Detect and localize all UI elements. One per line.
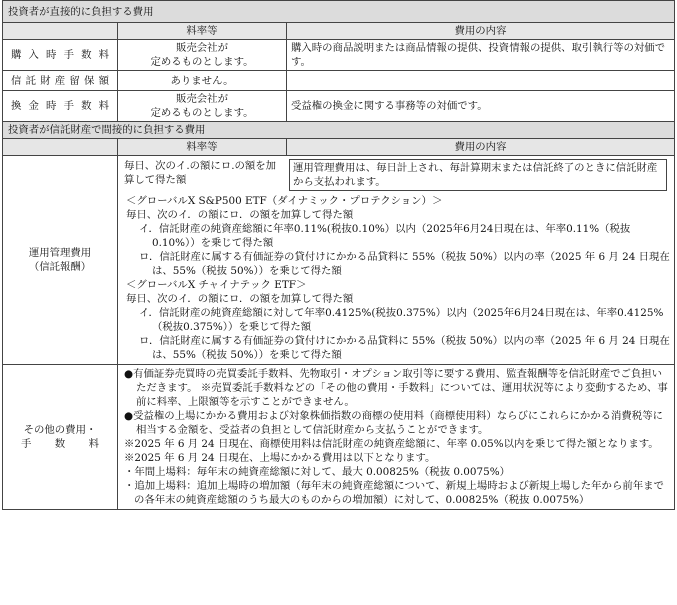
section-indirect-costs-header-row bbox=[3, 139, 675, 156]
header-content: 費用の内容 bbox=[287, 23, 675, 40]
other-fees-additional-listing: ・追加上場料：追加上場時の増加額（毎年末の純資産総額について、新規上場時および新規上場した年から前年までの各年末の純資産総額のうち最大のものからの増加額）に対して、0.00825%（税抜 0.0075%） bbox=[124, 480, 664, 506]
header-content-2: 費用の内容 bbox=[287, 139, 675, 156]
row-purchase-fee bbox=[3, 40, 675, 71]
label-management-fee-line2: （信託報酬） bbox=[28, 261, 92, 273]
section-indirect-costs-title-row bbox=[3, 122, 675, 139]
rate-trust-reserve: ありません。 bbox=[118, 71, 287, 91]
section-direct-costs-title-row bbox=[3, 1, 675, 23]
fund-sp500-block bbox=[122, 194, 670, 278]
row-other-fees bbox=[3, 365, 675, 510]
rate-redemption-fee-line2: 定めるものとします。 bbox=[150, 107, 254, 119]
section-direct-costs-title: 投資者が直接的に負担する費用 bbox=[3, 1, 675, 23]
content-trust-reserve bbox=[287, 71, 675, 91]
fund-chinatech-intro: 毎日、次のイ．の額にロ．の額を加算して得た額 bbox=[126, 293, 354, 305]
management-fee-summary-rate: 毎日、次のイ.の額にロ.の額を加算して得た額 bbox=[124, 160, 277, 186]
fund-chinatech-item-i: イ．信託財産の純資産総額に対して年率0.4125%(税抜0.375%）以内（2025年6月24日現在は、年率0.4125%（税抜0.375%））を乗じて得た額 bbox=[139, 307, 664, 333]
label-purchase-fee: 購入時手数料 bbox=[3, 40, 118, 71]
management-fee-summary-content: 運用管理費用は、毎日計上され、毎計算期末または信託終了のときに信託財産から支払われます。 bbox=[289, 159, 667, 191]
row-management-fee bbox=[3, 156, 675, 365]
label-other-fees-line2: 手数料 bbox=[21, 438, 99, 450]
header-rate: 料率等 bbox=[118, 23, 287, 40]
other-fees-bullet-2: ●受益権の上場にかかる費用および対象株価指数の商標の使用料（商標使用料）ならびにこれらにかかる消費税等に相当する金額を、受益者の負担として信託財産から支払うことができます。 bbox=[124, 410, 663, 436]
other-fees-bullet-1: ●有価証券売買時の売買委託手数料、先物取引・オプション取引等に要する費用、監査報酬等を信託財産でご負担いただきます。 ※売買委託手数料などの「その他の費用・手数料」については、運用状況等により変動するため、事前に料率、上限額等を示すことができません。 bbox=[124, 368, 668, 408]
header-blank-2 bbox=[3, 139, 118, 156]
management-fee-detail bbox=[118, 156, 675, 365]
fund-chinatech-name: ＜グローバルX チャイナテック ETF＞ bbox=[126, 279, 307, 291]
label-other-fees bbox=[3, 365, 118, 510]
label-trust-reserve: 信託財産留保額 bbox=[3, 71, 118, 91]
label-management-fee-line1: 運用管理費用 bbox=[28, 247, 92, 259]
fund-chinatech-block bbox=[122, 278, 670, 362]
other-fees-annual-listing: ・年間上場料：毎年末の純資産総額に対して、最大 0.00825%（税抜 0.0075%） bbox=[124, 466, 511, 478]
content-purchase-fee: 購入時の商品説明または商品情報の提供、投資情報の提供、取引執行等の対価です。 bbox=[287, 40, 675, 71]
rate-purchase-fee-line1: 販売会社が bbox=[176, 42, 228, 54]
label-other-fees-line1: その他の費用・ bbox=[23, 424, 97, 436]
rate-redemption-fee bbox=[118, 91, 287, 122]
rate-purchase-fee-line2: 定めるものとします。 bbox=[150, 56, 254, 68]
header-rate-2: 料率等 bbox=[118, 139, 287, 156]
rate-purchase-fee bbox=[118, 40, 287, 71]
fee-table bbox=[2, 0, 675, 510]
row-trust-reserve bbox=[3, 71, 675, 91]
fund-sp500-intro: 毎日、次のイ．の額にロ．の額を加算して得た額 bbox=[126, 209, 354, 221]
other-fees-note-1: ※2025 年 6 月 24 日現在、商標使用料は信託財産の純資産総額に、年率 0.05%以内を乗じて得た額となります。 bbox=[124, 438, 659, 450]
other-fees-detail bbox=[118, 365, 675, 510]
header-blank bbox=[3, 23, 118, 40]
label-redemption-fee: 換金時手数料 bbox=[3, 91, 118, 122]
other-fees-note-2: ※2025 年 6 月 24 日現在、上場にかかる費用は以下となります。 bbox=[124, 452, 436, 464]
rate-redemption-fee-line1: 販売会社が bbox=[176, 93, 228, 105]
fund-chinatech-item-ro: ロ．信託財産に属する有価証券の貸付けにかかる品貸料に 55%（税抜 50%）以内の率（2025 年 6 月 24 日現在は、55%（税抜 50%））を乗じて得た額 bbox=[139, 335, 670, 361]
fund-sp500-item-ro: ロ．信託財産に属する有価証券の貸付けにかかる品貸料に 55%（税抜 50%）以内の率（2025 年 6 月 24 日現在は、55%（税抜 50%））を乗じて得た額 bbox=[139, 251, 670, 277]
fund-sp500-item-i: イ．信託財産の純資産総額に年率0.11%(税抜0.10%）以内（2025年6月24日現在は、年率0.11%（税抜0.10%））を乗じて得た額 bbox=[139, 223, 631, 249]
row-redemption-fee bbox=[3, 91, 675, 122]
management-fee-summary bbox=[122, 159, 670, 191]
content-redemption-fee: 受益権の換金に関する事務等の対価です。 bbox=[287, 91, 675, 122]
fund-sp500-name: ＜グローバルX S&P500 ETF（ダイナミック・プロテクション）＞ bbox=[126, 195, 443, 207]
section-indirect-costs-title: 投資者が信託財産で間接的に負担する費用 bbox=[3, 122, 675, 139]
label-management-fee bbox=[3, 156, 118, 365]
section-direct-costs-header-row bbox=[3, 23, 675, 40]
